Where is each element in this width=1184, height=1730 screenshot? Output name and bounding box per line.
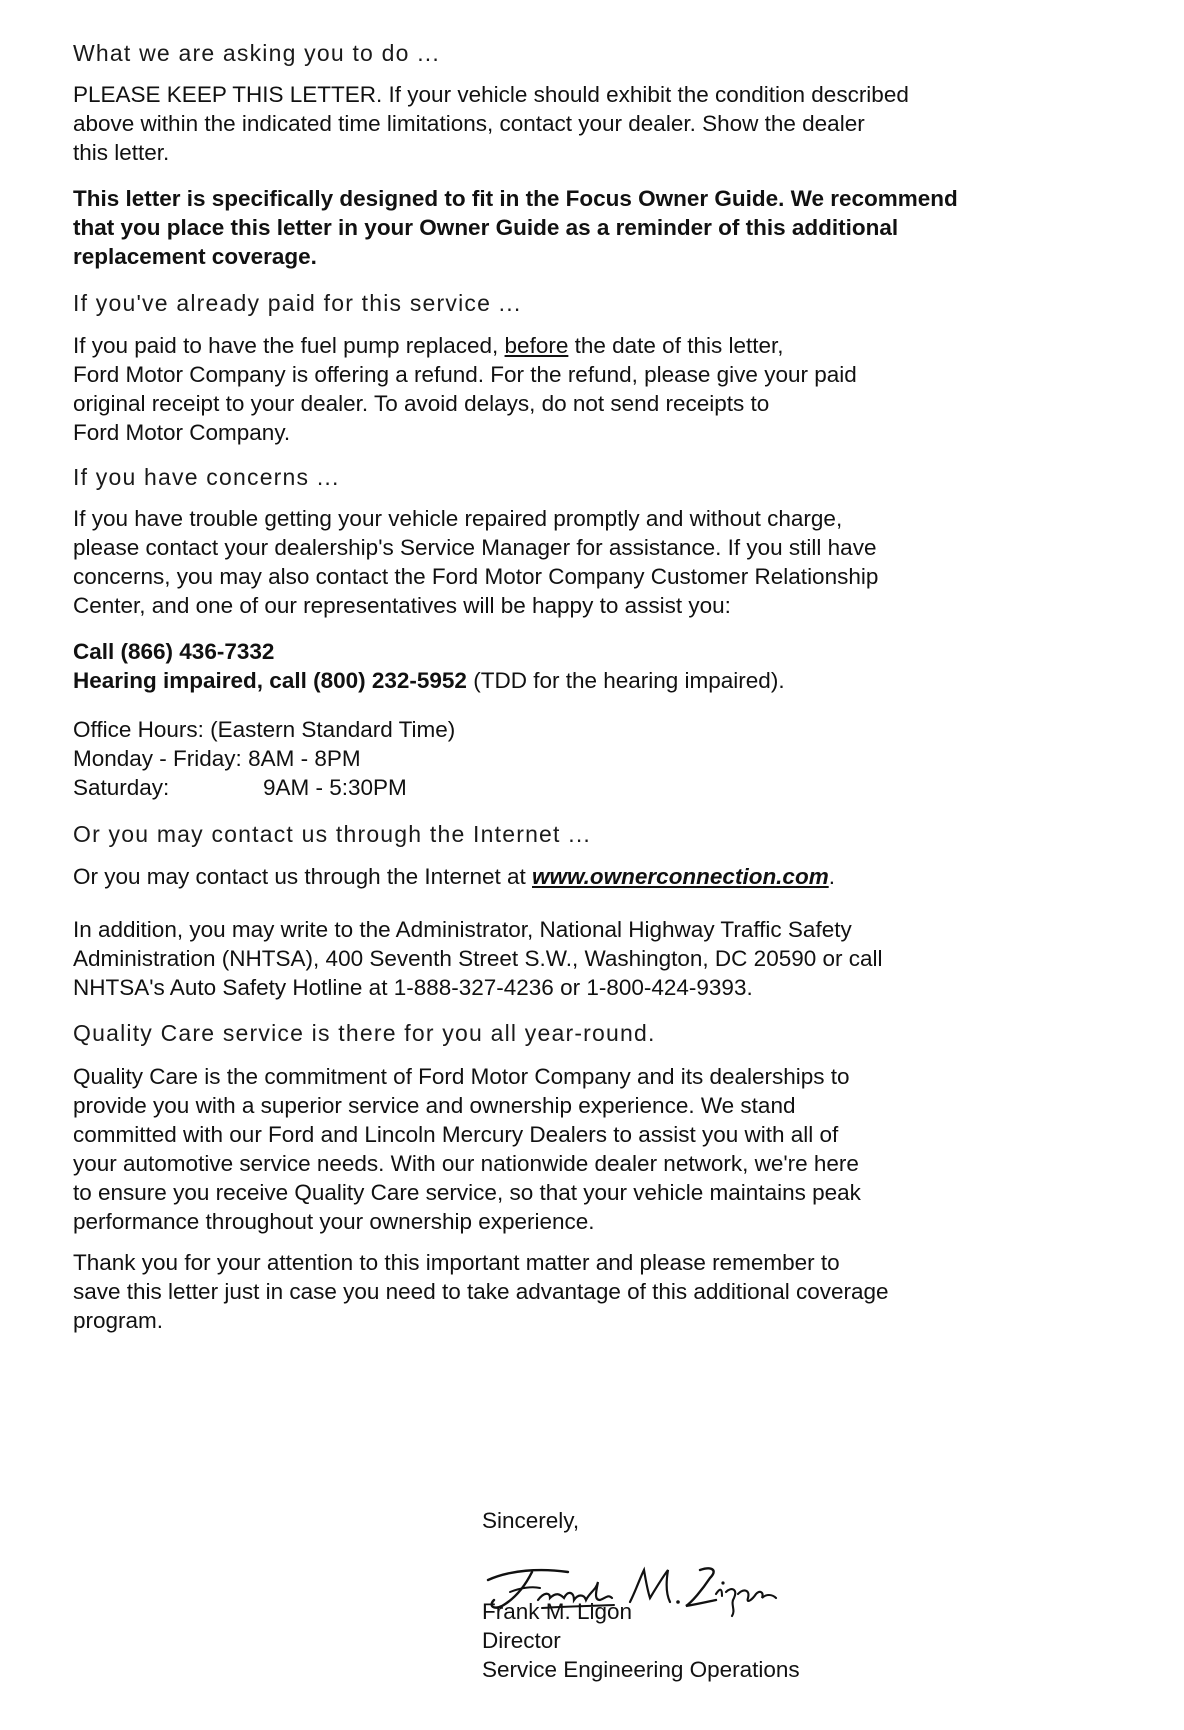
text-line: above within the indicated time limitations, contact your dealer. Show the dealer <box>73 111 865 136</box>
weekday-hours-row <box>73 744 1073 773</box>
text-line <box>73 862 1073 891</box>
text-line: Quality Care is the commitment of Ford Motor Company and its dealerships to <box>73 1064 850 1089</box>
text-line: performance throughout your ownership experience. <box>73 1209 595 1234</box>
text-line: that you place this letter in your Owner Guide as a reminder of this additional <box>73 215 899 240</box>
text-line: committed with our Ford and Lincoln Mercury Dealers to assist you with all of <box>73 1122 839 1147</box>
text-line: original receipt to your dealer. To avoid delays, do not send receipts to <box>73 391 770 416</box>
concerns-heading: If you have concerns ... <box>73 464 340 490</box>
text-line: your automotive service needs. With our nationwide dealer network, we're here <box>73 1151 859 1176</box>
hearing-impaired-number: Hearing impaired, call (800) 232-5952 <box>73 668 467 693</box>
text-line: provide you with a superior service and ownership experience. We stand <box>73 1093 796 1118</box>
concerns-paragraph <box>73 504 1073 620</box>
text-line: PLEASE KEEP THIS LETTER. If your vehicle should exhibit the condition described <box>73 82 909 107</box>
signatory-block <box>482 1597 800 1684</box>
internet-heading: Or you may contact us through the Internet ... <box>73 821 591 847</box>
asking-heading: What we are asking you to do ... <box>73 40 440 66</box>
signatory-name: Frank M. Ligon <box>482 1599 633 1624</box>
owner-guide-note <box>73 184 1073 271</box>
text-segment: . <box>828 864 835 889</box>
quality-paragraph <box>73 1062 1073 1236</box>
text-line: to ensure you receive Quality Care service, so that your vehicle maintains peak <box>73 1180 861 1205</box>
text-segment: the date of this letter, <box>568 333 784 358</box>
weekday-hours: 8AM - 8PM <box>248 746 361 771</box>
contact-phones <box>73 637 1073 695</box>
text-line: Ford Motor Company. <box>73 420 291 445</box>
signatory-title: Director <box>482 1628 561 1653</box>
internet-paragraph <box>73 862 1073 891</box>
text-line: program. <box>73 1308 164 1333</box>
saturday-label: Saturday: <box>73 775 170 800</box>
ownerconnection-link[interactable]: www.ownerconnection.com <box>532 864 829 889</box>
nhtsa-paragraph <box>73 915 1073 1002</box>
office-hours-label: Office Hours: (Eastern Standard Time) <box>73 717 456 742</box>
text-line: Thank you for your attention to this important matter and please remember to <box>73 1250 840 1275</box>
text-line: This letter is specifically designed to fit in the Focus Owner Guide. We recommend <box>73 186 958 211</box>
text-segment: (TDD for the hearing impaired). <box>466 668 785 693</box>
saturday-hours-row <box>73 773 1073 802</box>
office-hours <box>73 715 1073 802</box>
text-line <box>73 331 1073 360</box>
text-line: save this letter just in case you need to take advantage of this additional coverage <box>73 1279 889 1304</box>
asking-paragraph <box>73 80 1073 167</box>
text-line: replacement coverage. <box>73 244 317 269</box>
text-line: concerns, you may also contact the Ford Motor Company Customer Relationship <box>73 564 879 589</box>
paid-paragraph <box>73 331 1073 447</box>
saturday-hours: 9AM - 5:30PM <box>263 775 407 800</box>
text-line <box>73 666 1073 695</box>
thanks-paragraph <box>73 1248 1073 1335</box>
paid-heading: If you've already paid for this service ... <box>73 290 522 316</box>
text-line: Center, and one of our representatives will be happy to assist you: <box>73 593 731 618</box>
text-line: Administration (NHTSA), 400 Seventh Street S.W., Washington, DC 20590 or call <box>73 946 883 971</box>
text-line: NHTSA's Auto Safety Hotline at 1-888-327-4236 or 1-800-424-9393. <box>73 975 753 1000</box>
text-line: In addition, you may write to the Administrator, National Highway Traffic Safety <box>73 917 852 942</box>
quality-heading: Quality Care service is there for you all year-round. <box>73 1020 656 1046</box>
text-line: this letter. <box>73 140 170 165</box>
text-line: If you have trouble getting your vehicle repaired promptly and without charge, <box>73 506 843 531</box>
before-underlined: before <box>504 333 569 358</box>
signatory-department: Service Engineering Operations <box>482 1657 800 1682</box>
text-segment: If you paid to have the fuel pump replaced, <box>73 333 505 358</box>
text-line: Ford Motor Company is offering a refund. For the refund, please give your paid <box>73 362 857 387</box>
text-segment: Or you may contact us through the Internet at <box>73 864 532 889</box>
call-number: Call (866) 436-7332 <box>73 639 275 664</box>
text-line: please contact your dealership's Service Manager for assistance. If you still have <box>73 535 877 560</box>
sincerely: Sincerely, <box>482 1508 580 1533</box>
weekday-label: Monday - Friday: <box>73 746 242 771</box>
